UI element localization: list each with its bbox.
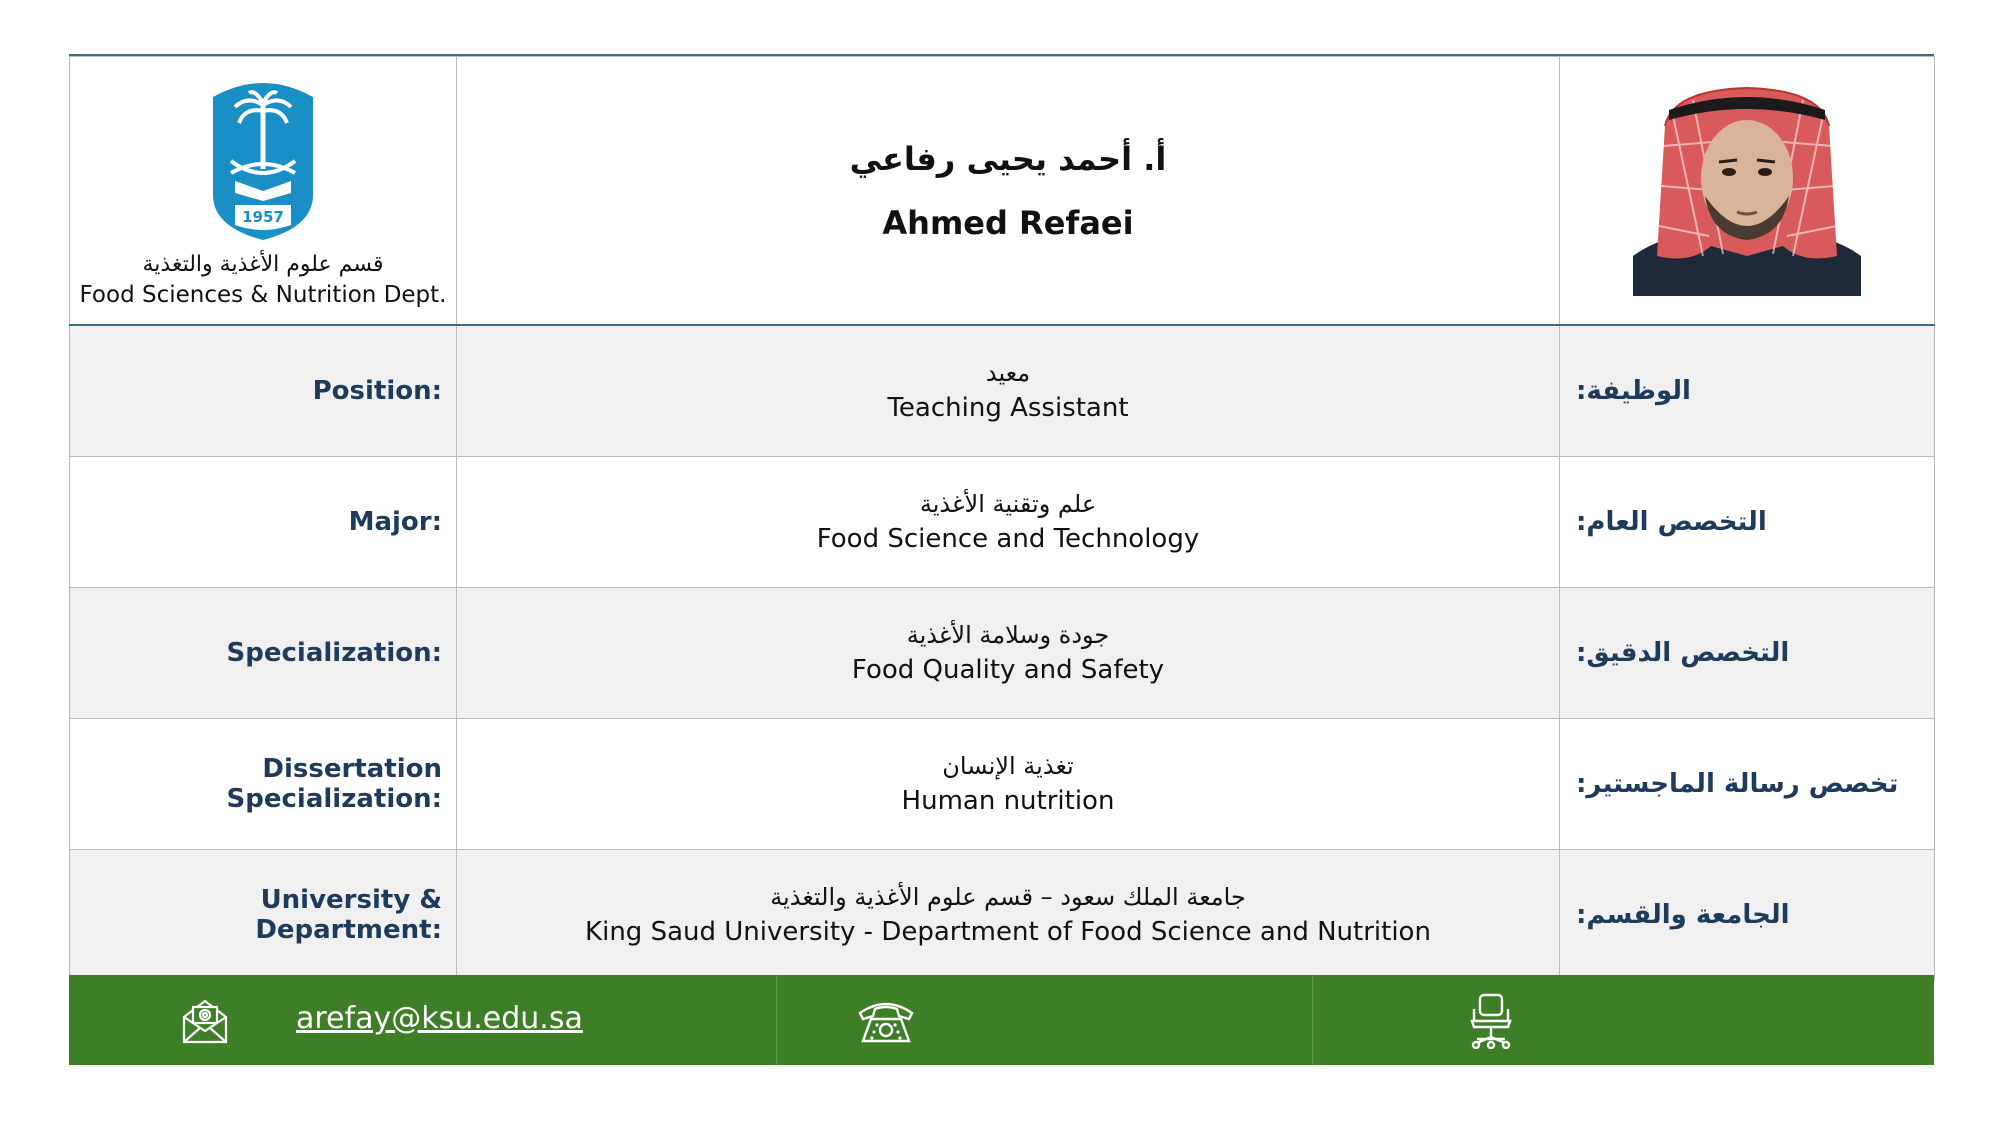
profile-photo [1633, 86, 1861, 296]
row-value [457, 588, 1560, 719]
row-value-ar: تغذية الإنسان [942, 752, 1074, 780]
phone-icon[interactable] [857, 999, 915, 1043]
email-link[interactable]: arefay@ksu.edu.sa [296, 1001, 583, 1036]
row-label-ar-text: الجامعة والقسم: [1576, 900, 1790, 930]
office-chair-icon[interactable] [1469, 993, 1513, 1049]
row-value-ar: جامعة الملك سعود – قسم علوم الأغذية والتغذية [770, 883, 1246, 911]
email-icon [181, 997, 229, 1045]
person-name-en: Ahmed Refaei [882, 203, 1134, 242]
logo-year: 1957 [242, 208, 284, 226]
row-value [457, 325, 1560, 457]
footer-phone-section [777, 975, 1313, 1065]
row-label-ar-text: تخصص رسالة الماجستير: [1576, 769, 1899, 799]
row-label-ar-text: التخصص الدقيق: [1576, 638, 1790, 668]
row-label-ar [1560, 719, 1935, 850]
department-name-ar: قسم علوم الأغذية والتغذية [142, 252, 384, 277]
row-value-en: Food Quality and Safety [851, 655, 1165, 685]
info-row-position [70, 325, 1935, 457]
row-label-en: Dissertation Specialization: [70, 719, 457, 850]
row-value [457, 457, 1560, 588]
profile-table [69, 56, 1935, 981]
logo-cell [70, 57, 457, 326]
info-row-university [70, 850, 1935, 981]
row-value-ar: معيد [985, 359, 1031, 387]
row-value-en: Teaching Assistant [887, 393, 1129, 423]
footer-email-section [69, 975, 777, 1065]
row-value-ar: جودة وسلامة الأغذية [906, 621, 1110, 649]
row-label-ar [1560, 325, 1935, 457]
row-label-ar-text: التخصص العام: [1576, 507, 1767, 537]
info-row-specialization [70, 588, 1935, 719]
row-label-en: Major: [70, 457, 457, 588]
row-value-ar: علم وتقنية الأغذية [919, 490, 1097, 518]
department-name-en: Food Sciences & Nutrition Dept. [79, 282, 447, 308]
row-label-ar [1560, 850, 1935, 981]
row-value [457, 850, 1560, 981]
contact-footer [69, 975, 1934, 1065]
row-label-en: University & Department: [70, 850, 457, 981]
person-name-ar: أ. أحمد يحيى رفاعي [849, 139, 1167, 178]
row-label-ar [1560, 588, 1935, 719]
info-row-dissertation [70, 719, 1935, 850]
row-value-en: Food Science and Technology [816, 524, 1200, 554]
row-value-en: King Saud University - Department of Food Science and Nutrition [585, 917, 1431, 947]
row-label-en: Specialization: [70, 588, 457, 719]
footer-office-section [1313, 975, 1934, 1065]
row-label-ar [1560, 457, 1935, 588]
header-row [70, 57, 1935, 326]
profile-card [69, 54, 1934, 981]
row-label-ar-text: الوظيفة: [1576, 376, 1691, 406]
row-value [457, 719, 1560, 850]
row-label-en: Position: [70, 325, 457, 457]
university-logo [209, 77, 317, 242]
row-value-en: Human nutrition [901, 786, 1115, 816]
info-row-major [70, 457, 1935, 588]
name-cell [457, 57, 1560, 326]
photo-cell [1560, 57, 1935, 326]
